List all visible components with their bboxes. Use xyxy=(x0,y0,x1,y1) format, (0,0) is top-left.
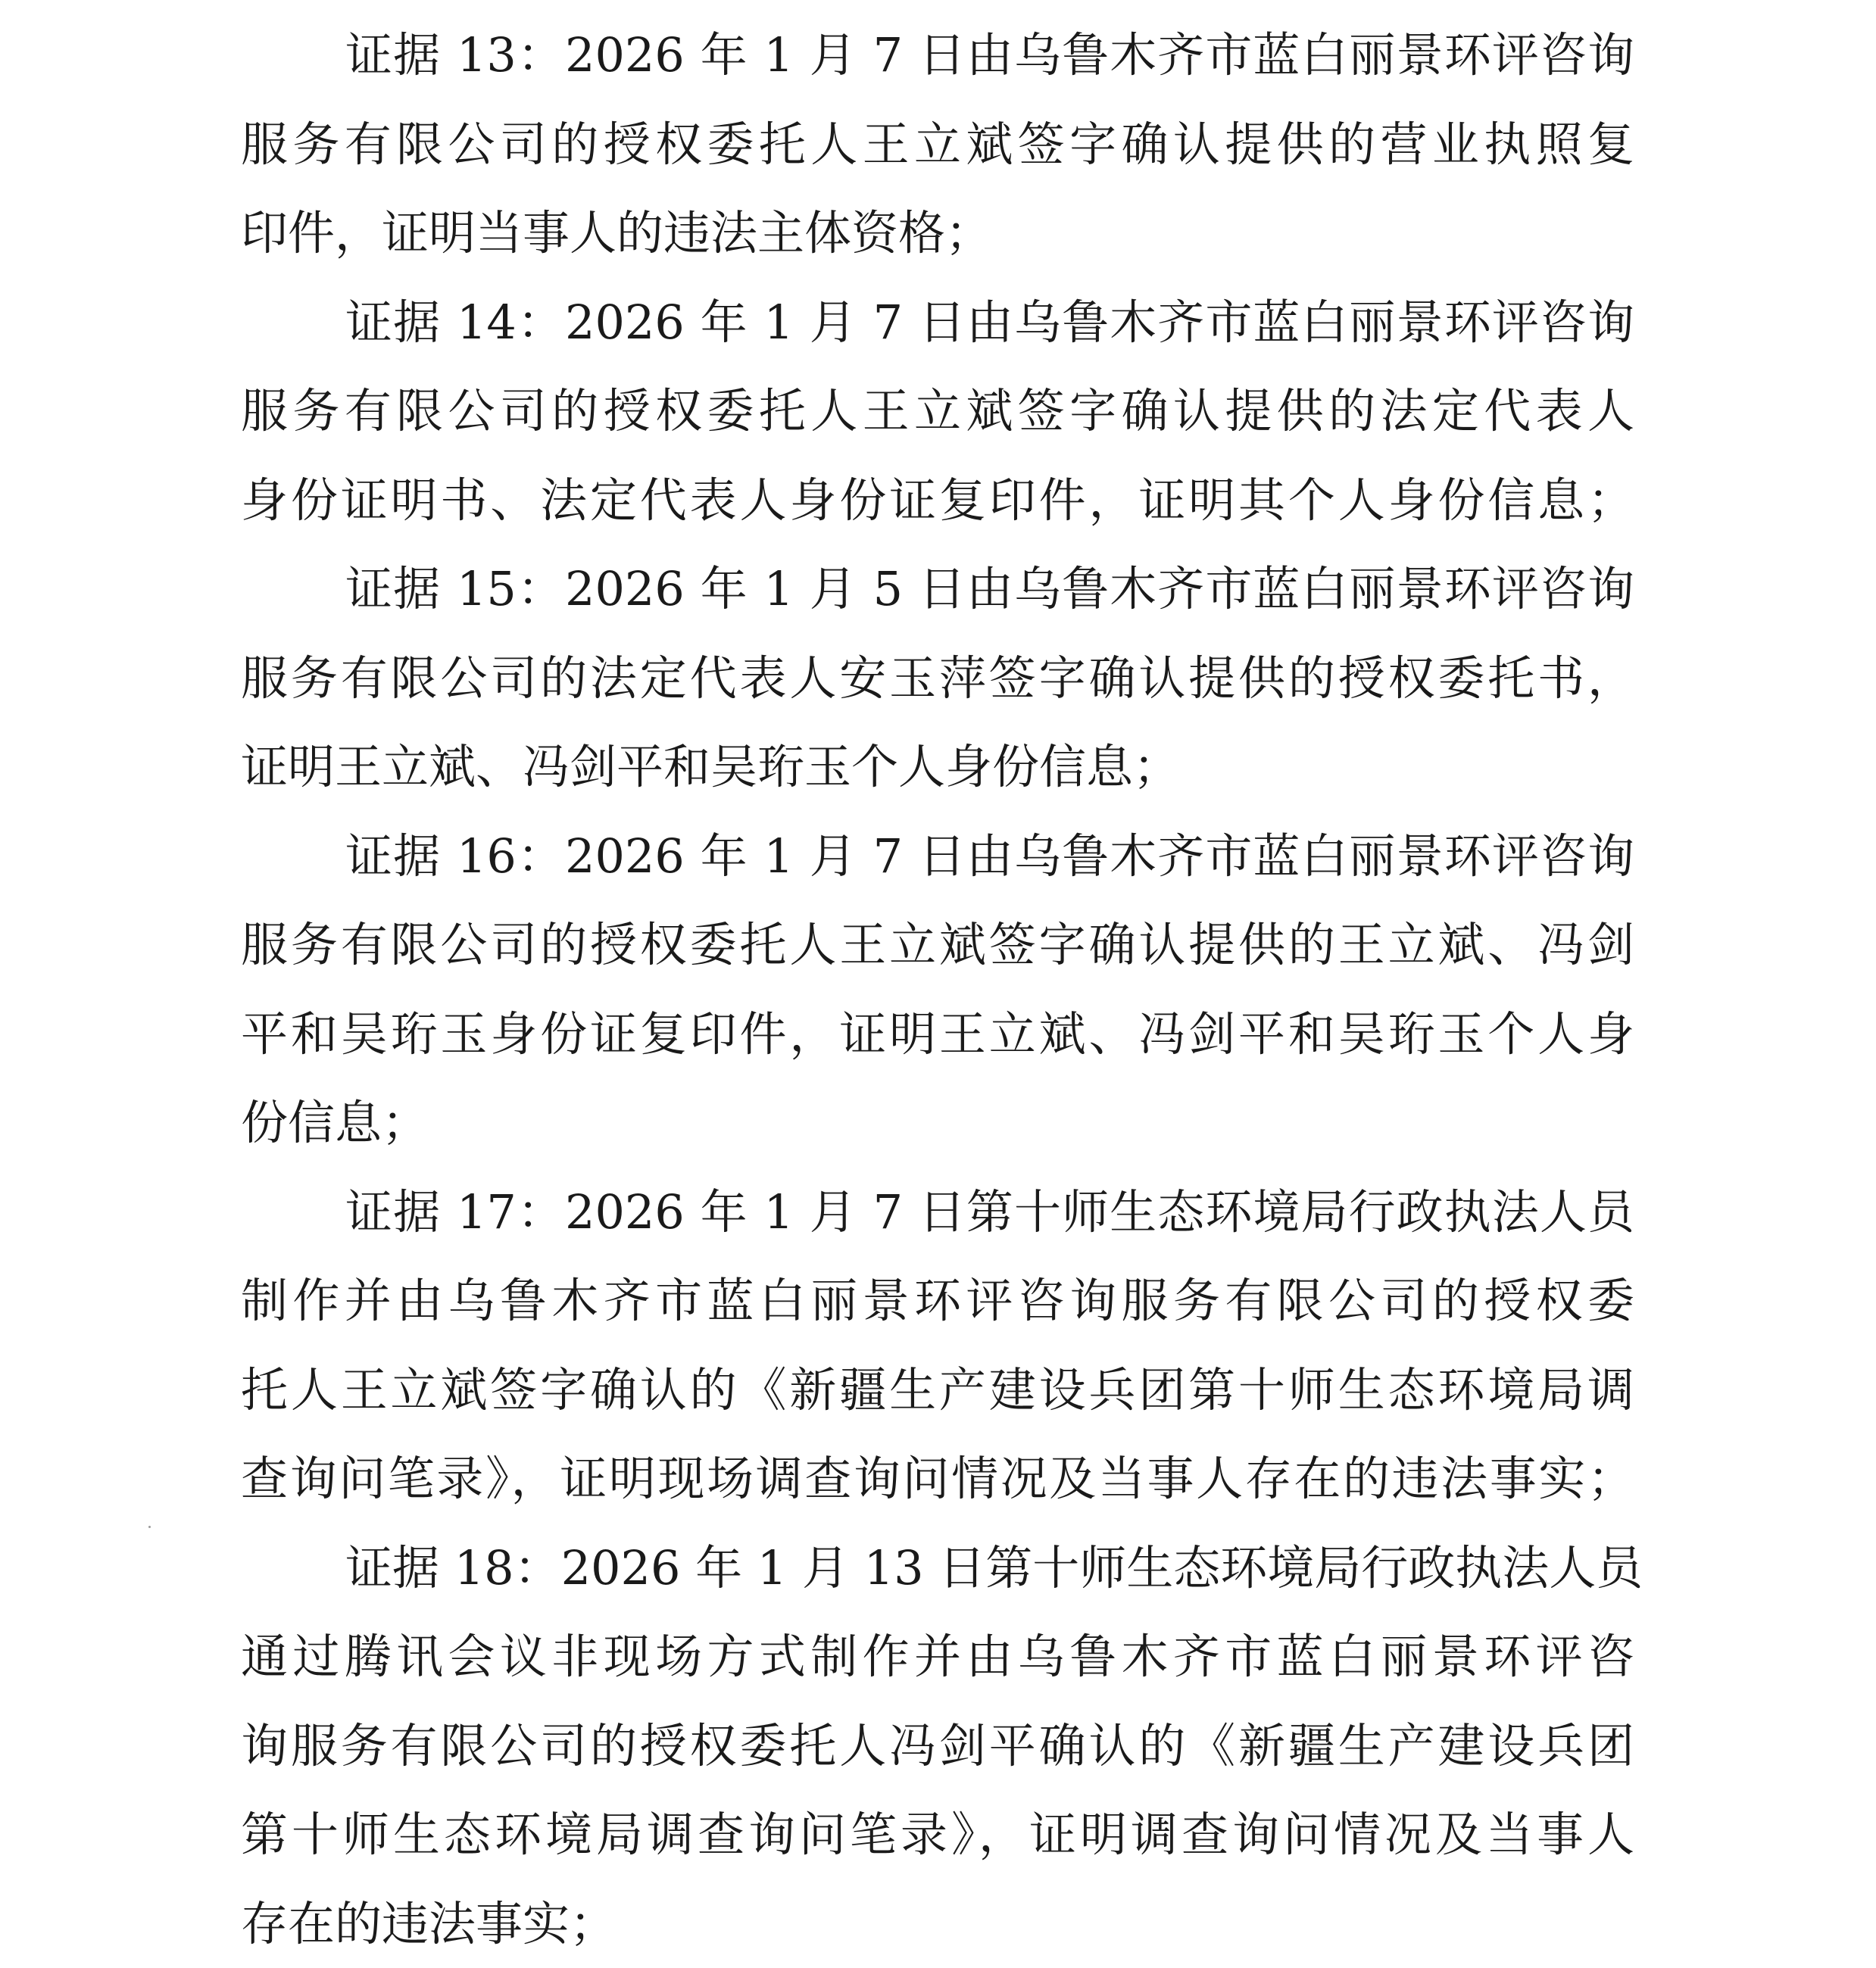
evidence-18-line-2: 通过腾讯会议非现场方式制作并由乌鲁木齐市蓝白丽景环评咨 xyxy=(241,1612,1634,1701)
evidence-13-line-1: 证据 13：2026 年 1 月 7 日由乌鲁木齐市蓝白丽景环评咨询 xyxy=(241,11,1634,100)
evidence-15-line-1: 证据 15：2026 年 1 月 5 日由乌鲁木齐市蓝白丽景环评咨询 xyxy=(241,544,1634,634)
evidence-14-line-1: 证据 14：2026 年 1 月 7 日由乌鲁木齐市蓝白丽景环评咨询 xyxy=(241,278,1634,367)
evidence-16-line-2: 服务有限公司的授权委托人王立斌签字确认提供的王立斌、冯剑 xyxy=(241,900,1634,990)
evidence-list xyxy=(241,11,1634,1968)
evidence-17-line-1: 证据 17：2026 年 1 月 7 日第十师生态环境局行政执法人员 xyxy=(241,1168,1634,1257)
evidence-14-line-2: 服务有限公司的授权委托人王立斌签字确认提供的法定代表人 xyxy=(241,366,1634,456)
evidence-14-line-3: 身份证明书、法定代表人身份证复印件，证明其个人身份信息； xyxy=(241,456,1634,545)
evidence-13-line-3: 印件，证明当事人的违法主体资格； xyxy=(241,189,1634,278)
scan-speck xyxy=(148,1526,151,1528)
evidence-16-line-4: 份信息； xyxy=(241,1078,1634,1168)
evidence-18-line-3: 询服务有限公司的授权委托人冯剑平确认的《新疆生产建设兵团 xyxy=(241,1701,1634,1791)
evidence-18-line-4: 第十师生态环境局调查询问笔录》，证明调查询问情况及当事人 xyxy=(241,1790,1634,1879)
evidence-17-line-2: 制作并由乌鲁木齐市蓝白丽景环评咨询服务有限公司的授权委 xyxy=(241,1256,1634,1346)
evidence-16-line-1: 证据 16：2026 年 1 月 7 日由乌鲁木齐市蓝白丽景环评咨询 xyxy=(241,812,1634,901)
evidence-17-line-4: 查询问笔录》，证明现场调查询问情况及当事人存在的违法事实； xyxy=(241,1434,1634,1524)
evidence-13-line-2: 服务有限公司的授权委托人王立斌签字确认提供的营业执照复 xyxy=(241,100,1634,189)
evidence-15-line-3: 证明王立斌、冯剑平和吴珩玉个人身份信息； xyxy=(241,722,1634,812)
evidence-18-line-5: 存在的违法事实； xyxy=(241,1879,1634,1968)
evidence-17-line-3: 托人王立斌签字确认的《新疆生产建设兵团第十师生态环境局调 xyxy=(241,1346,1634,1435)
evidence-16-line-3: 平和吴珩玉身份证复印件，证明王立斌、冯剑平和吴珩玉个人身 xyxy=(241,990,1634,1079)
evidence-18-line-1: 证据 18：2026 年 1 月 13 日第十师生态环境局行政执法人员 xyxy=(241,1524,1634,1613)
evidence-15-line-2: 服务有限公司的法定代表人安玉萍签字确认提供的授权委托书， xyxy=(241,634,1634,723)
